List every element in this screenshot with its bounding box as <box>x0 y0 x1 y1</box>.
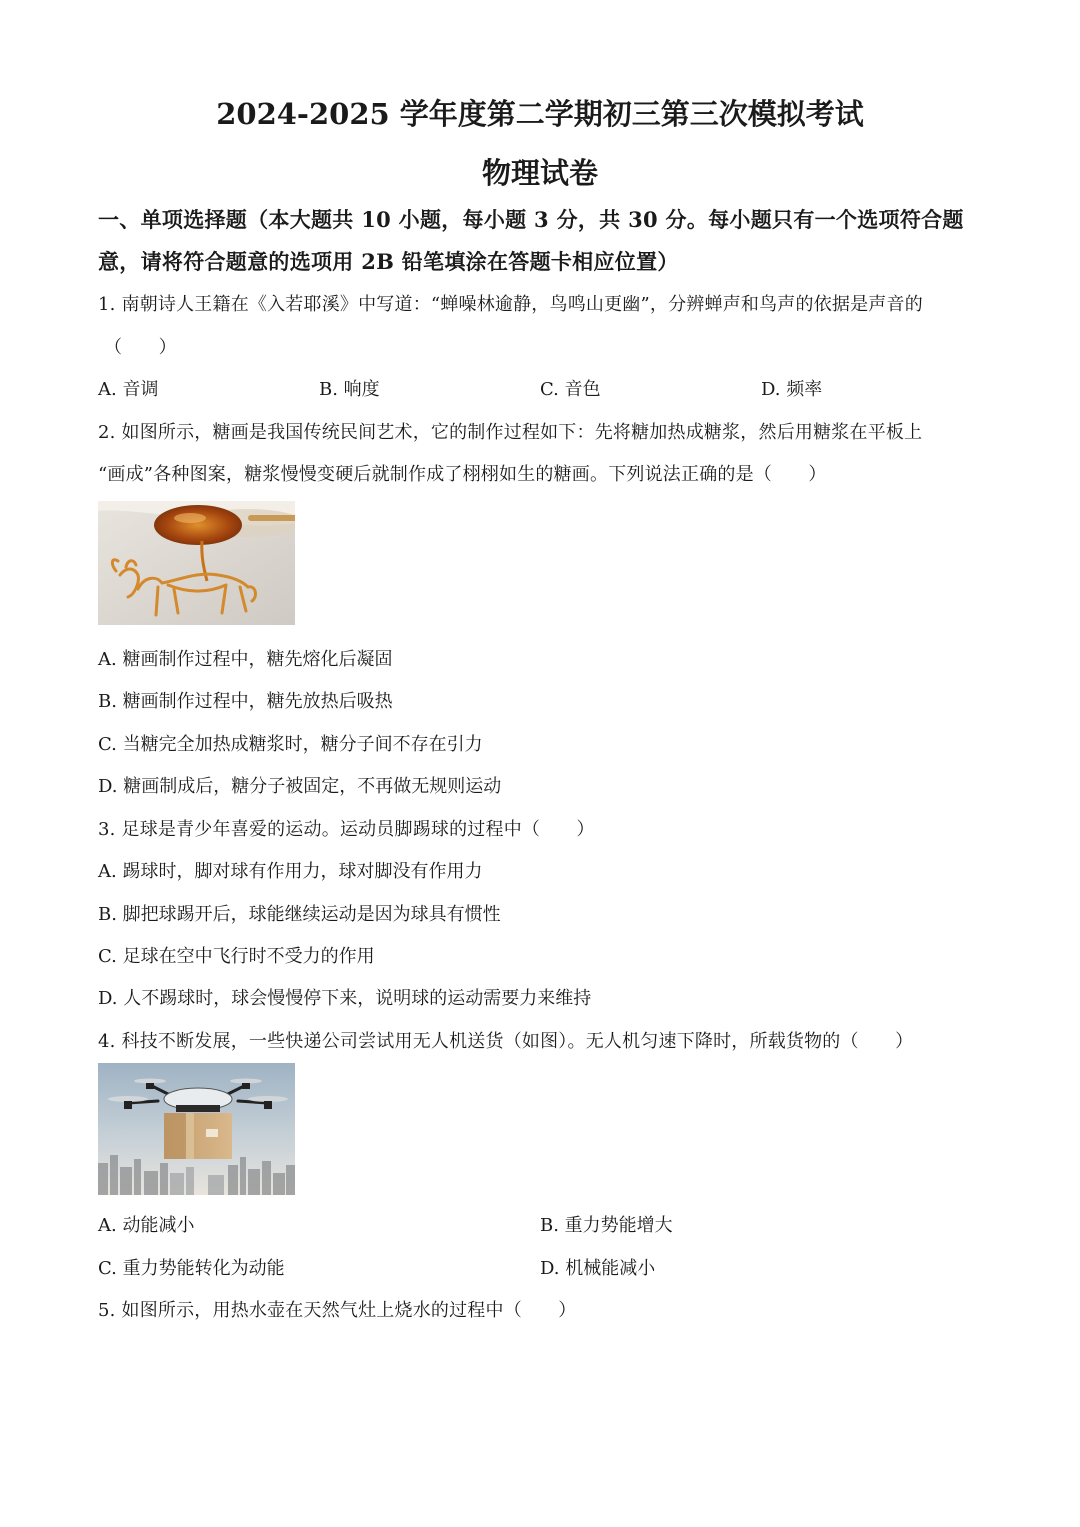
question-2-stem: 2. 如图所示，糖画是我国传统民间艺术，它的制作过程如下：先将糖加热成糖浆，然后用糖浆在平板上 <box>98 422 923 443</box>
question-3-option-a: A. 踢球时，脚对球有作用力，球对脚没有作用力 <box>98 861 483 882</box>
drone-delivery-image <box>98 1063 295 1195</box>
question-3-option-c: C. 足球在空中飞行时不受力的作用 <box>98 946 375 967</box>
question-1-stem-cont: （ ） <box>104 337 177 358</box>
question-5-stem: 5. 如图所示，用热水壶在天然气灶上烧水的过程中（ ） <box>98 1300 577 1321</box>
question-4-option-d: D. 机械能减小 <box>540 1258 656 1279</box>
question-1-stem: 1. 南朝诗人王籍在《入若耶溪》中写道：“蝉噪林逾静，鸟鸣山更幽”，分辨蝉声和鸟声的依据是声音的 <box>98 294 923 315</box>
question-4-option-b: B. 重力势能增大 <box>540 1215 673 1236</box>
question-3-option-b: B. 脚把球踢开后，球能继续运动是因为球具有惯性 <box>98 904 501 925</box>
page-title: 2024-2025 学年度第二学期初三第三次模拟考试 <box>216 97 864 131</box>
question-1-option-a: A. 音调 <box>98 379 159 400</box>
question-2-option-d: D. 糖画制成后，糖分子被固定，不再做无规则运动 <box>98 776 502 797</box>
question-2-option-c: C. 当糖完全加热成糖浆时，糖分子间不存在引力 <box>98 734 483 755</box>
question-1-option-b: B. 响度 <box>319 379 380 400</box>
question-2-option-b: B. 糖画制作过程中，糖先放热后吸热 <box>98 691 393 712</box>
question-1-option-c: C. 音色 <box>540 379 601 400</box>
question-2-option-a: A. 糖画制作过程中，糖先熔化后凝固 <box>98 649 393 670</box>
question-1-option-d: D. 频率 <box>761 379 823 400</box>
question-2-stem-cont: “画成”各种图案，糖浆慢慢变硬后就制作成了栩栩如生的糖画。下列说法正确的是（ ） <box>98 464 827 485</box>
drone-delivery-illustration <box>98 1063 295 1195</box>
question-4-option-c: C. 重力势能转化为动能 <box>98 1258 285 1279</box>
question-4-option-a: A. 动能减小 <box>98 1215 195 1236</box>
question-3-stem: 3. 足球是青少年喜爱的运动。运动员脚踢球的过程中（ ） <box>98 819 595 840</box>
sugar-painting-illustration <box>98 501 295 625</box>
page-subtitle: 物理试卷 <box>481 156 598 190</box>
section-heading-line1: 一、单项选择题（本大题共 10 小题，每小题 3 分，共 30 分。每小题只有一个选项符合题 <box>98 207 964 232</box>
question-3-option-d: D. 人不踢球时，球会慢慢停下来，说明球的运动需要力来维持 <box>98 988 592 1009</box>
section-heading-line2: 意，请将符合题意的选项用 2B 铅笔填涂在答题卡相应位置） <box>98 249 679 274</box>
sugar-painting-image <box>98 501 295 625</box>
question-4-stem: 4. 科技不断发展，一些快递公司尝试用无人机送货（如图）。无人机匀速下降时，所载货物的（ ） <box>98 1031 914 1052</box>
